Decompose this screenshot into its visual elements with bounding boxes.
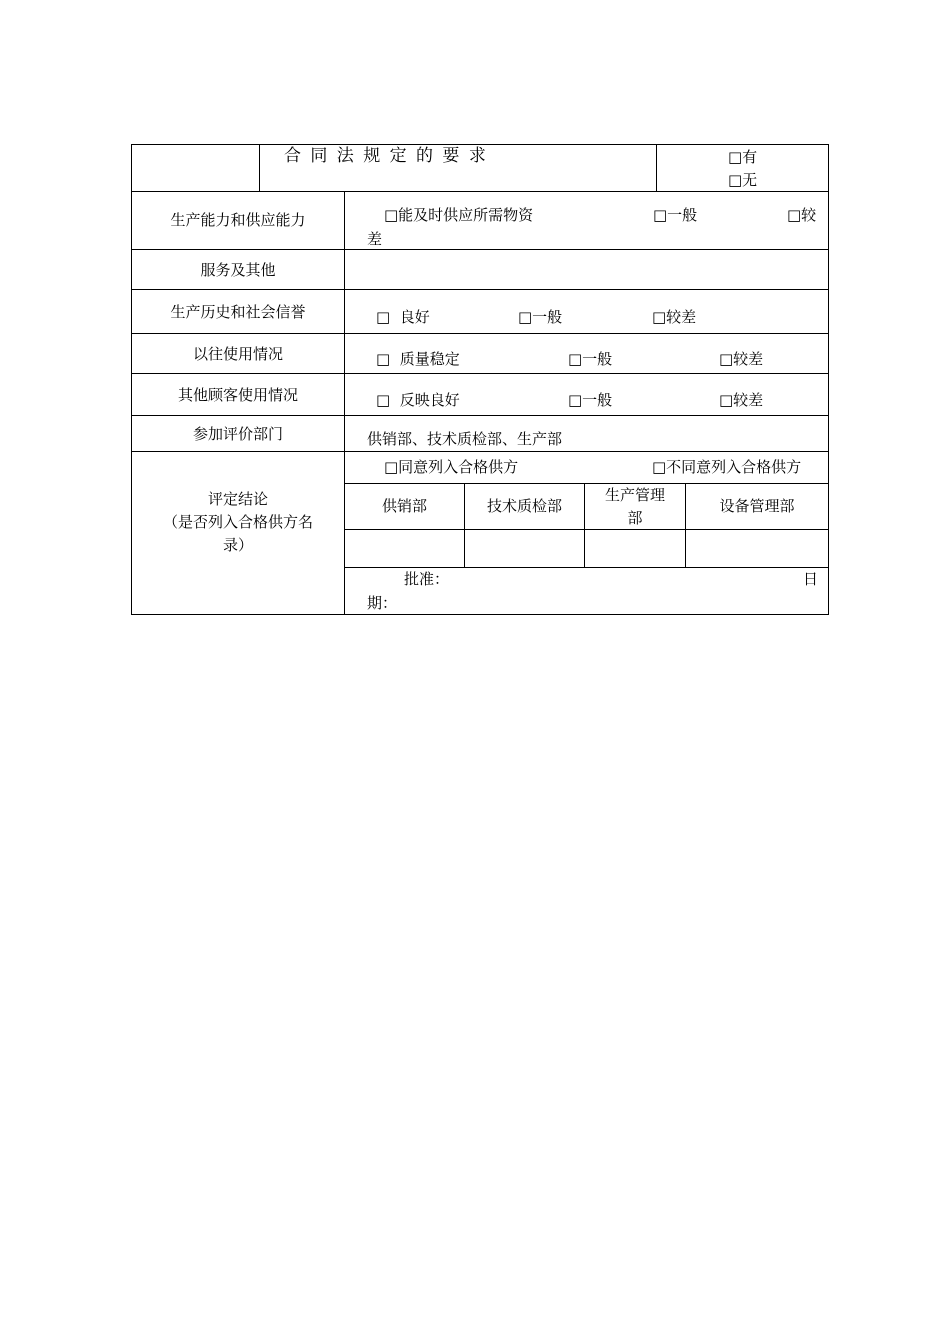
dept-header-sales: 供销部 [381, 497, 427, 515]
conclusion-label-2: （是否列入合格供方名 [162, 513, 313, 531]
service-label: 服务及其他 [200, 261, 276, 279]
usage-opt3: □较差 [719, 350, 764, 368]
history-opt2: □一般 [518, 308, 563, 326]
usage-opt1: □ 质量稳定 [376, 350, 460, 368]
cell-dept-sig3 [584, 529, 686, 568]
other-opt3: □较差 [719, 391, 764, 409]
dept-header-tech: 技术质检部 [486, 497, 562, 515]
conclusion-disagree: □不同意列入合格供方 [652, 458, 802, 476]
capacity-opt1: □能及时供应所需物资 [384, 206, 534, 224]
capacity-opt3a: □较 [787, 206, 817, 224]
usage-opt2: □一般 [568, 350, 613, 368]
cell-dept-sig2 [464, 529, 585, 568]
approval-label: 批准： [404, 570, 450, 588]
capacity-opt3b: 差 [367, 230, 383, 248]
dept-header-prod-2: 部 [627, 509, 643, 527]
contract-label: 合 同 法 规 定 的 要 求 [284, 146, 488, 166]
cell-service-value [344, 249, 829, 290]
contract-opt-yes: □有 [728, 148, 758, 166]
other-opt1: □ 反映良好 [376, 391, 460, 409]
usage-label: 以往使用情况 [192, 345, 283, 363]
dept-header-prod-1: 生产管理 [604, 486, 665, 504]
date-label-a: 日 [803, 570, 819, 588]
contract-opt-no: □无 [728, 171, 758, 189]
cell-dept-sig1 [344, 529, 465, 568]
history-opt1: □ 良好 [376, 308, 430, 326]
capacity-label: 生产能力和供应能力 [170, 211, 306, 229]
history-label: 生产历史和社会信誉 [170, 303, 306, 321]
cell-dept-sig4 [685, 529, 829, 568]
conclusion-label-1: 评定结论 [207, 490, 268, 508]
dept-header-equip: 设备管理部 [719, 497, 795, 515]
conclusion-agree: □同意列入合格供方 [384, 458, 519, 476]
history-opt3: □较差 [652, 308, 697, 326]
conclusion-label-3: 录） [222, 536, 253, 554]
depts-label: 参加评价部门 [192, 425, 283, 443]
other-opt2: □一般 [568, 391, 613, 409]
capacity-opt2: □一般 [653, 206, 698, 224]
other-label: 其他顾客使用情况 [177, 386, 298, 404]
cell-r1-blank [131, 144, 260, 192]
depts-value: 供销部、技术质检部、生产部 [367, 430, 563, 448]
cell-conclusion-label [131, 451, 345, 615]
date-label-b: 期： [367, 594, 398, 612]
